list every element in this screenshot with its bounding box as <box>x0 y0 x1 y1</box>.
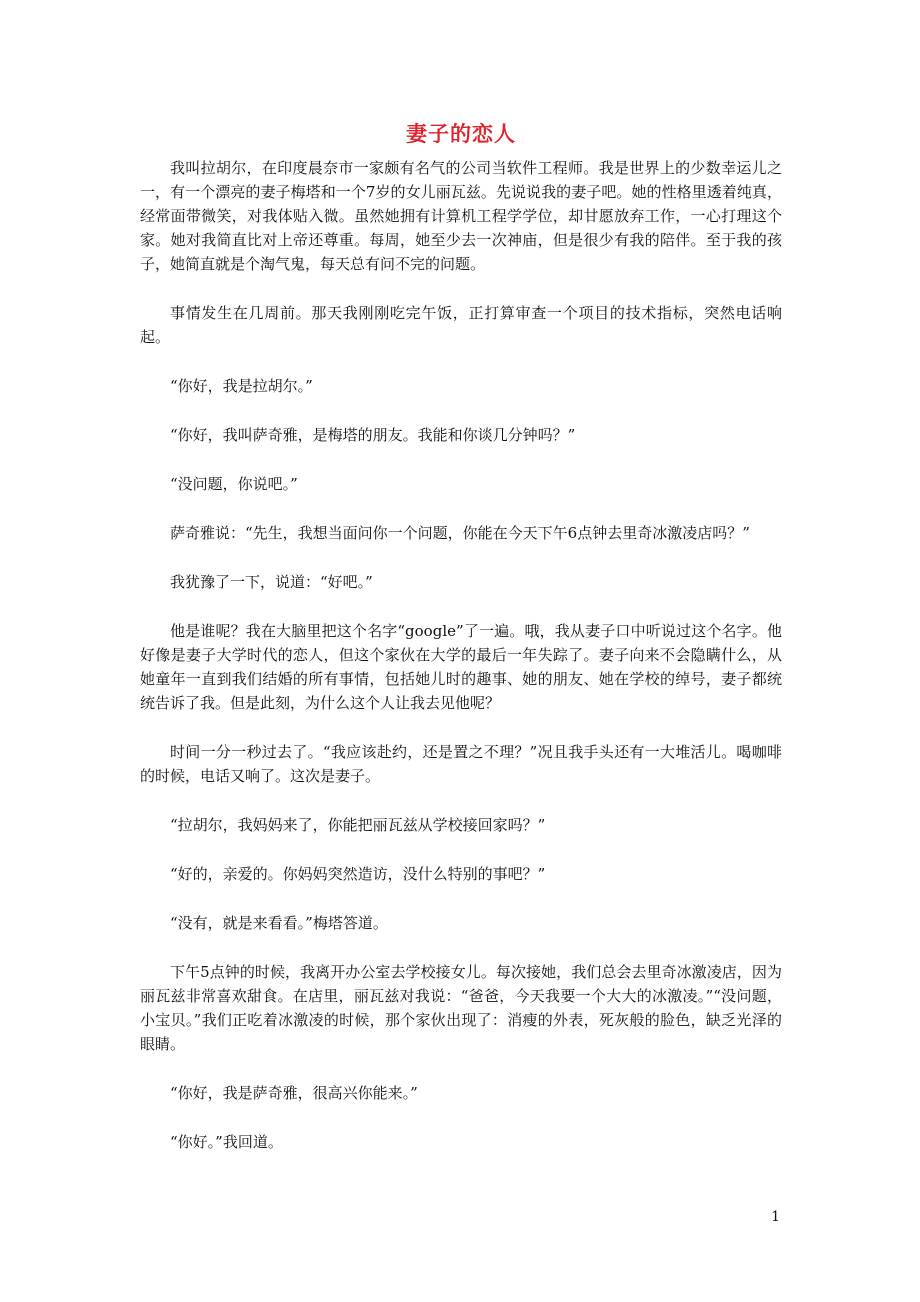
paragraph-9: 时间一分一秒过去了。“我应该赴约，还是置之不理？”况且我手头还有一大堆活儿。喝咖啡的时候，电话又响了。这次是妻子。 <box>140 743 782 785</box>
paragraph-13: 下午5点钟的时候，我离开办公室去学校接女儿。每次接她，我们总会去里奇冰激凌店，因为丽瓦兹非常喜欢甜食。在店里，丽瓦兹对我说：“爸爸，今天我要一个大大的冰激凌。”“没问题，小宝贝。”我们正吃着冰激凌的时候，那个家伙出现了：消瘦的外表，死灰般的脸色，缺乏光泽的眼睛。 <box>140 963 782 1053</box>
document-title: 妻子的恋人 <box>406 121 516 146</box>
paragraph-3: “你好，我是拉胡尔。” <box>170 377 313 395</box>
paragraph-11: “好的，亲爱的。你妈妈突然造访，没什么特别的事吧？” <box>170 865 546 883</box>
paragraph-14: “你好，我是萨奇雅，很高兴你能来。” <box>170 1084 418 1102</box>
paragraph-5: “没问题，你说吧。” <box>170 475 298 493</box>
paragraph-2: 事情发生在几周前。那天我刚刚吃完午饭，正打算审查一个项目的技术指标，突然电话响起。 <box>140 304 782 346</box>
paragraph-1: 我叫拉胡尔，在印度晨奈市一家颇有名气的公司当软件工程师。我是世界上的少数幸运儿之一，有一个漂亮的妻子梅塔和一个7岁的女儿丽瓦兹。先说说我的妻子吧。她的性格里透着纯真，经常面带微笑，对我体贴入微。虽然她拥有计算机工程学学位，却甘愿放弃工作，一心打理这个家。她对我简直比对上帝还尊重。每周，她至少去一次神庙，但是很少有我的陪伴。至于我的孩子，她简直就是个淘气鬼，每天总有问不完的问题。 <box>140 159 782 273</box>
paragraph-12: “没有，就是来看看。”梅塔答道。 <box>170 914 388 932</box>
paragraph-8: 他是谁呢？我在大脑里把这个名字“google”了一遍。哦，我从妻子口中听说过这个名字。他好像是妻子大学时代的恋人，但这个家伙在大学的最后一年失踪了。妻子向来不会隐瞒什么，从她童年一直到我们结婚的所有事情，包括她儿时的趣事、她的朋友、她在学校的绰号，妻子都统统告诉了我。但是此刻，为什么这个人让我去见他呢？ <box>140 622 782 712</box>
paragraph-6: 萨奇雅说：“先生，我想当面问你一个问题，你能在今天下午6点钟去里奇冰激凌店吗？” <box>170 524 750 542</box>
page-number: 1 <box>771 1209 780 1225</box>
paragraph-7: 我犹豫了一下，说道：“好吧。” <box>170 573 373 591</box>
document-page <box>140 118 782 1179</box>
paragraph-4: “你好，我叫萨奇雅，是梅塔的朋友。我能和你谈几分钟吗？” <box>170 426 576 444</box>
paragraph-10: “拉胡尔，我妈妈来了，你能把丽瓦兹从学校接回家吗？” <box>170 816 546 834</box>
paragraph-15: “你好。”我回道。 <box>170 1133 283 1151</box>
